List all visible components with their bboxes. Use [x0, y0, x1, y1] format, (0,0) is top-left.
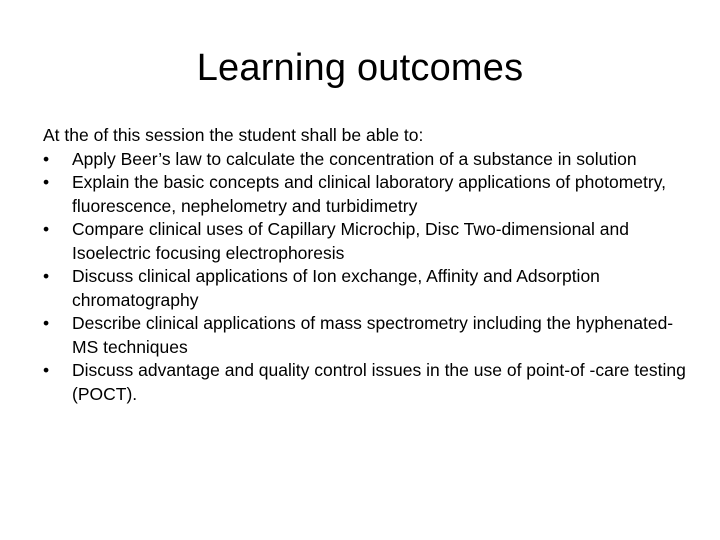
list-item	[43, 265, 693, 312]
list-item	[43, 359, 693, 406]
list-item	[43, 171, 693, 218]
slide-title: Learning outcomes	[196, 47, 524, 89]
bullet-icon: •	[43, 266, 50, 286]
outcome-text: Explain the basic concepts and clinical laboratory applications of photometry, fluorescence, nephelometry and turbidimetry	[72, 172, 667, 216]
outcome-text: Compare clinical uses of Capillary Microchip, Disc Two-dimensional and Isoelectric focusing electrophoresis	[72, 219, 629, 263]
outcome-text: Discuss advantage and quality control issues in the use of point-of -care testing (POCT).	[72, 360, 686, 404]
list-item	[43, 148, 693, 172]
bullet-icon: •	[43, 219, 50, 239]
bullet-icon: •	[43, 148, 50, 169]
bullet-icon: •	[43, 360, 50, 380]
bullet-icon: •	[43, 313, 50, 333]
slide-body	[43, 124, 693, 406]
outcome-text: Apply Beer’s law to calculate the concentration of a substance in solution	[72, 148, 637, 169]
learning-outcomes-list	[43, 148, 693, 407]
list-item	[43, 218, 693, 265]
outcome-text: Describe clinical applications of mass spectrometry including the hyphenated-MS techniques	[72, 313, 674, 357]
outcome-text: Discuss clinical applications of Ion exchange, Affinity and Adsorption chromatography	[72, 266, 600, 310]
list-item	[43, 312, 693, 359]
intro-text: At the of this session the student shall be able to:	[43, 125, 424, 145]
bullet-icon: •	[43, 172, 50, 192]
